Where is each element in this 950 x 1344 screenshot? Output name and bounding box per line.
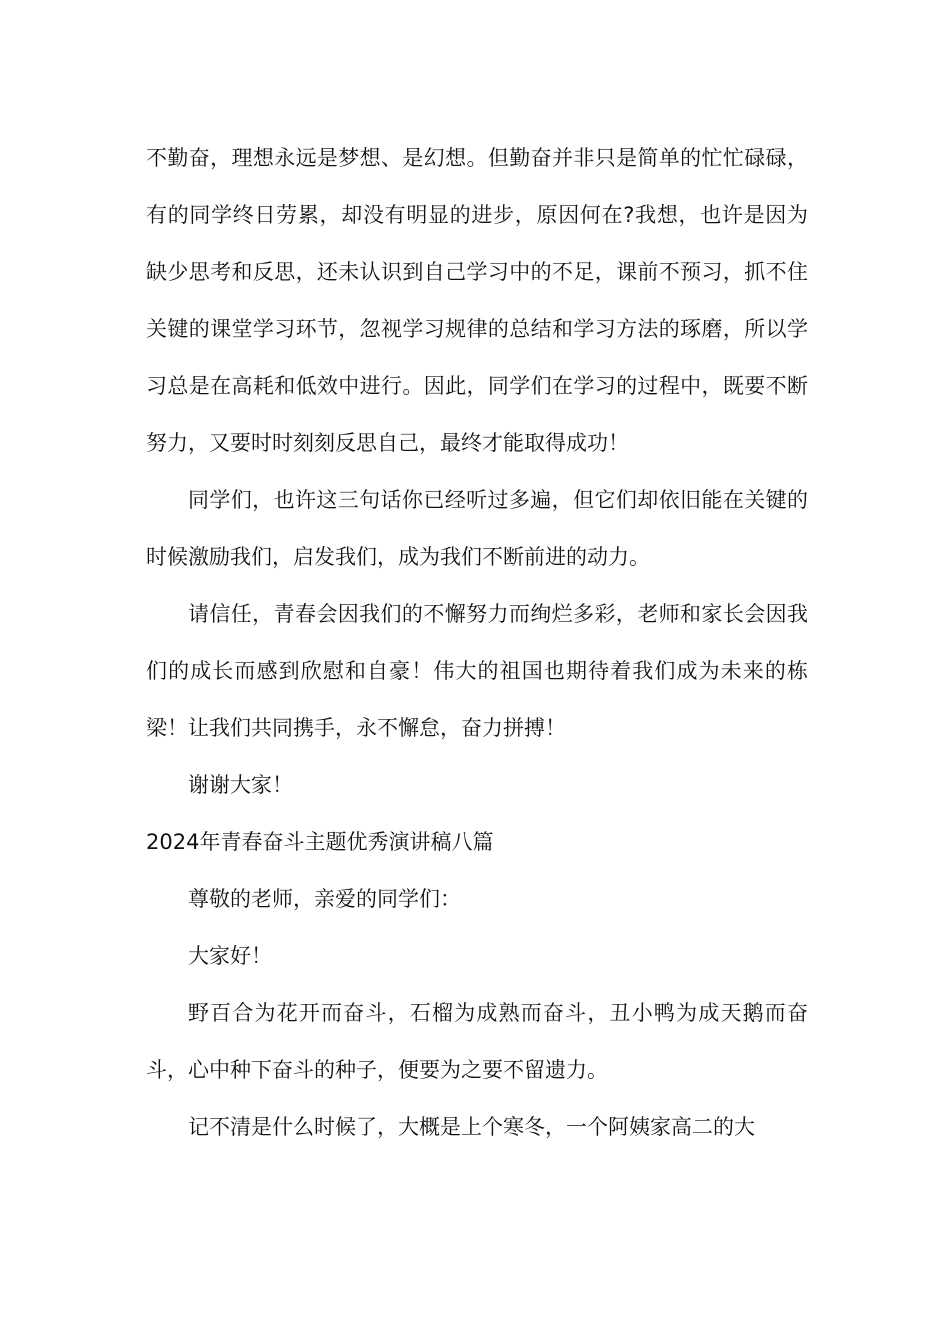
paragraph-7: 野百合为花开而奋斗，石榴为成熟而奋斗，丑小鸭为成天鹅而奋斗，心中种下奋斗的种子，便要为之要不留遗力。 <box>146 1001 808 1082</box>
paragraph-2: 同学们，也许这三句话你已经听过多遍，但它们却依旧能在关键的时候激励我们，启发我们，成为我们不断前进的动力。 <box>146 488 808 569</box>
paragraph-6: 大家好！ <box>188 944 272 968</box>
paragraph-1: 不勤奋，理想永远是梦想、是幻想。但勤奋并非只是简单的忙忙碌碌，有的同学终日劳累，却没有明显的进步，原因何在?我想，也许是因为缺少思考和反思，还未认识到自己学习中的不足，课前不预习，抓不住关键的课堂学习环节，忽视学习规律的总结和学习方法的琢磨，所以学习总是在高耗和低效中进行。因此，同学们在学习的过程中，既要不断努力，又要时时刻刻反思自己，最终才能取得成功！ <box>146 146 808 455</box>
paragraph-8: 记不清是什么时候了，大概是上个寒冬，一个阿姨家高二的大 <box>188 1115 755 1139</box>
paragraph-3: 请信任，青春会因我们的不懈努力而绚烂多彩，老师和家长会因我们的成长而感到欣慰和自豪！伟大的祖国也期待着我们成为未来的栋梁！让我们共同携手，永不懈怠，奋力拼搏！ <box>146 602 808 740</box>
paragraph-4: 谢谢大家！ <box>188 773 293 797</box>
document-body <box>146 130 808 1156</box>
paragraph-5: 尊敬的老师，亲爱的同学们： <box>188 887 461 911</box>
section-heading: 2024年青春奋斗主题优秀演讲稿八篇 <box>146 830 494 854</box>
